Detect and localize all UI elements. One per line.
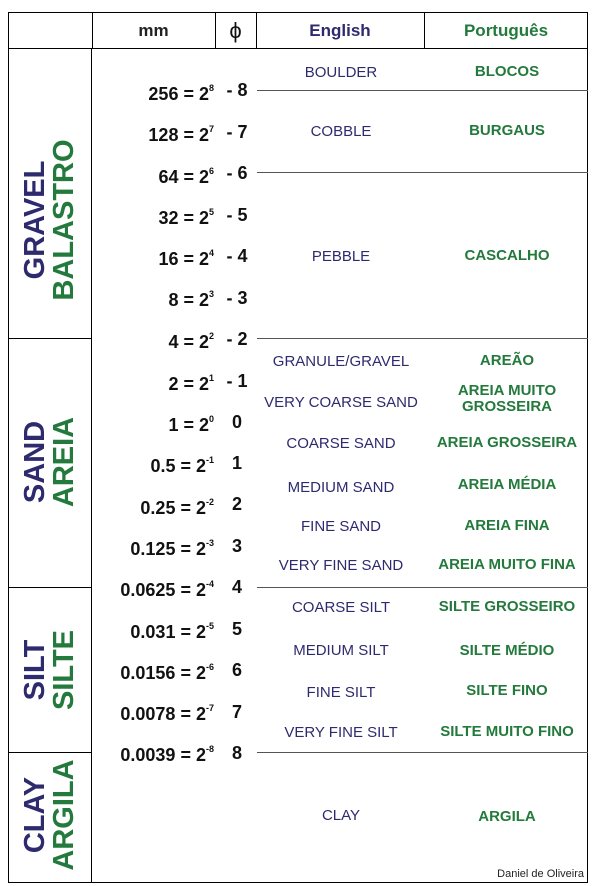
boundary-line bbox=[257, 90, 588, 91]
grade-pt: AREIA MUITO GROSSEIRA bbox=[457, 382, 557, 415]
scale-phi: 6 bbox=[231, 660, 242, 680]
boundary-line bbox=[257, 752, 588, 753]
header-english: English bbox=[309, 21, 371, 40]
boundary-line bbox=[257, 587, 588, 588]
class-pt: ARGILA bbox=[48, 759, 80, 871]
grade-pt: AREIA GROSSEIRA bbox=[436, 434, 578, 451]
grade-en: FINE SAND bbox=[300, 518, 381, 535]
scale-mm: $0.0156 = 2^{-6}$ bbox=[120, 662, 214, 683]
grade-en: GRANULE/GRAVEL bbox=[272, 353, 410, 370]
class-label-silt bbox=[21, 630, 79, 710]
class-pt: BALASTRO bbox=[48, 139, 80, 301]
scale-mm: $1 = 2^0$ bbox=[168, 414, 214, 435]
class-pt: SILTE bbox=[48, 629, 80, 711]
grade-en: FINE SILT bbox=[306, 684, 376, 701]
scale-phi: - 8 bbox=[226, 80, 248, 100]
scale-phi: 8 bbox=[231, 743, 242, 763]
class-en: SAND bbox=[19, 420, 51, 504]
class-en: CLAY bbox=[19, 776, 51, 854]
scale-mm: $4 = 2^2$ bbox=[168, 331, 214, 352]
scale-phi: - 2 bbox=[226, 329, 248, 349]
grade-en: VERY COARSE SAND bbox=[264, 394, 418, 411]
scale-phi: 4 bbox=[231, 577, 242, 597]
grade-en: BOULDER bbox=[304, 64, 378, 81]
scale-mm: $0.25 = 2^{-2}$ bbox=[140, 497, 214, 518]
scale-phi: 0 bbox=[231, 412, 242, 432]
grade-pt: BLOCOS bbox=[474, 63, 540, 80]
scale-mm: $128 = 2^7$ bbox=[148, 124, 214, 145]
scale-mm: $256 = 2^8$ bbox=[148, 83, 214, 104]
grade-en: PEBBLE bbox=[311, 248, 371, 265]
class-label-clay bbox=[21, 759, 79, 870]
author-credit: Daniel de Oliveira bbox=[497, 868, 584, 880]
grade-pt: SILTE MUITO FINO bbox=[440, 723, 574, 740]
class-label-gravel bbox=[21, 139, 79, 300]
grade-pt: SILTE MÉDIO bbox=[459, 642, 555, 659]
scale-mm: $64 = 2^6$ bbox=[158, 166, 214, 187]
scale-phi: 7 bbox=[231, 702, 242, 722]
scale-mm: $16 = 2^4$ bbox=[158, 248, 214, 269]
class-pt: AREIA bbox=[48, 416, 80, 508]
scale-phi: - 6 bbox=[226, 163, 248, 183]
scale-phi: - 3 bbox=[226, 288, 248, 308]
scale-phi: - 5 bbox=[226, 205, 248, 225]
grade-pt: CASCALHO bbox=[464, 247, 550, 264]
boundary-line bbox=[257, 338, 588, 339]
class-en: SILT bbox=[19, 639, 51, 701]
grade-pt: SILTE FINO bbox=[466, 682, 548, 699]
class-label-sand bbox=[21, 417, 79, 507]
grade-pt: AREÃO bbox=[479, 352, 535, 369]
scale-phi: - 4 bbox=[226, 246, 248, 266]
grade-en: COARSE SILT bbox=[291, 599, 391, 616]
grade-en: VERY FINE SAND bbox=[278, 557, 404, 574]
header-bottom-line bbox=[8, 48, 588, 49]
grade-pt: SILTE GROSSEIRO bbox=[438, 598, 576, 615]
scale-phi: - 7 bbox=[226, 122, 248, 142]
grade-en: CLAY bbox=[321, 807, 361, 824]
scale-phi: 5 bbox=[231, 619, 242, 639]
grade-pt: BURGAUS bbox=[469, 122, 545, 139]
scale-phi: 3 bbox=[231, 536, 242, 556]
scale-mm: $0.125 = 2^{-3}$ bbox=[130, 538, 214, 559]
scale-mm: $0.0078 = 2^{-7}$ bbox=[120, 703, 214, 724]
scale-mm: $0.5 = 2^{-1}$ bbox=[150, 455, 214, 476]
scale-phi: 2 bbox=[231, 494, 242, 514]
grade-pt: AREIA MUITO FINA bbox=[438, 556, 576, 573]
scale-mm: $0.0625 = 2^{-4}$ bbox=[120, 579, 214, 600]
boundary-line bbox=[257, 172, 588, 173]
scale-mm: $2 = 2^1$ bbox=[168, 373, 214, 394]
grade-en: COBBLE bbox=[310, 123, 372, 140]
scale-phi: 1 bbox=[231, 453, 242, 473]
grade-en: VERY FINE SILT bbox=[284, 724, 398, 741]
scale-mm: $32 = 2^5$ bbox=[158, 207, 214, 228]
scale-mm: $8 = 2^3$ bbox=[168, 289, 214, 310]
grade-pt: ARGILA bbox=[478, 808, 536, 825]
header-portugues: Português bbox=[463, 21, 549, 40]
scale-mm: $0.031 = 2^{-5}$ bbox=[130, 621, 214, 642]
header-mm: mm bbox=[138, 21, 169, 40]
grade-en: MEDIUM SAND bbox=[287, 479, 395, 496]
class-en: GRAVEL bbox=[19, 160, 51, 280]
scale-phi: - 1 bbox=[226, 371, 248, 391]
grade-en: MEDIUM SILT bbox=[293, 642, 389, 659]
grade-en: COARSE SAND bbox=[286, 435, 396, 452]
scale-mm: $0.0039 = 2^{-8}$ bbox=[120, 744, 214, 765]
grade-pt: AREIA MÉDIA bbox=[457, 476, 557, 493]
grade-pt: AREIA FINA bbox=[464, 517, 550, 534]
header-phi: ϕ bbox=[229, 18, 242, 43]
